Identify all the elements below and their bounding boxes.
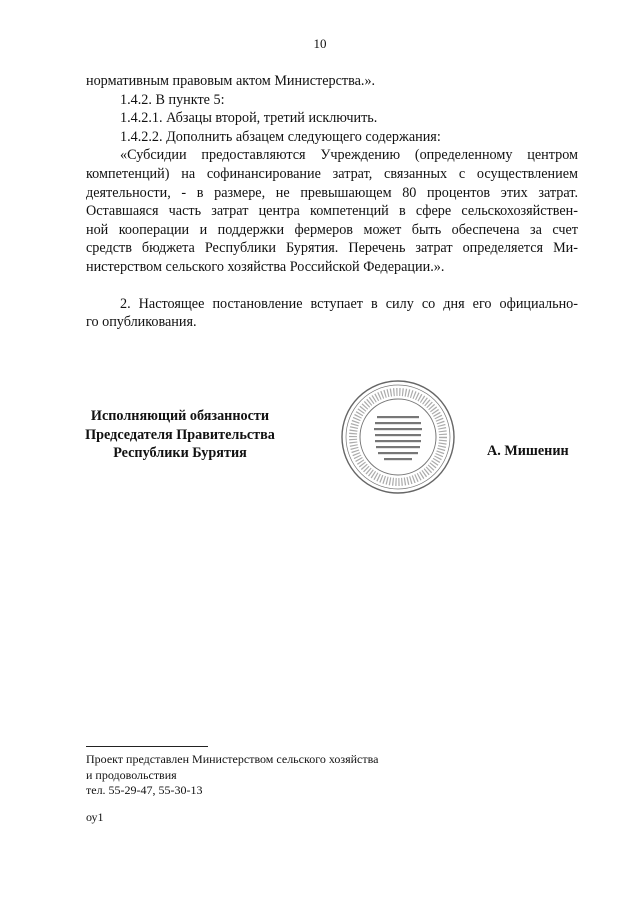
text-line: деятельности, - в размере, не превышающем 80 процентов этих затрат. [86, 184, 578, 201]
footnote-line: тел. 55-29-47, 55-30-13 [86, 783, 203, 797]
text-line: 2. Настоящее постановление вступает в силу со дня его официально- [120, 295, 578, 312]
official-seal-stamp [339, 378, 457, 496]
text-line: «Субсидии предоставляются Учреждению (определенному центром [120, 147, 578, 164]
text-line: ной кооперации и поддержки фермеров может быть обеспечена за счет [86, 221, 578, 238]
text-line: нистерством сельского хозяйства Российской Федерации.». [86, 258, 445, 275]
footnote [86, 752, 378, 799]
paragraph-gap [86, 277, 578, 295]
text-line: 1.4.2. В пункте 5: [120, 91, 225, 108]
signatory-title-line: Республики Бурятия [113, 445, 247, 462]
document-body [86, 72, 578, 332]
text-line: го опубликования. [86, 314, 197, 331]
text-line: 1.4.2.2. Дополнить абзацем следующего содержания: [120, 128, 441, 145]
signatory-title-line: Председателя Правительства [85, 426, 275, 443]
signatory-title [60, 407, 300, 463]
text-line: компетенций) на софинансирование затрат, связанных с осуществлением [86, 165, 578, 182]
text-line: 1.4.2.1. Абзацы второй, третий исключить. [120, 110, 378, 127]
text-line: средств бюджета Республики Бурятия. Перечень затрат определяется Ми- [86, 240, 578, 257]
signatory-name: А. Мишенин [487, 443, 569, 459]
signatory-title-line: Исполняющий обязанности [90, 408, 270, 424]
text-line: Оставшаяся часть затрат центра компетенций в сфере сельскохозяйствен- [86, 203, 578, 220]
page-number: 10 [313, 36, 327, 51]
footnote-line: Проект представлен Министерством сельского хозяйства [86, 752, 379, 766]
footnote-line: и продовольствия [86, 767, 177, 782]
footnote-divider [86, 746, 208, 747]
document-code: оу1 [86, 810, 104, 824]
text-line: нормативным правовым актом Министерства.». [86, 73, 376, 89]
